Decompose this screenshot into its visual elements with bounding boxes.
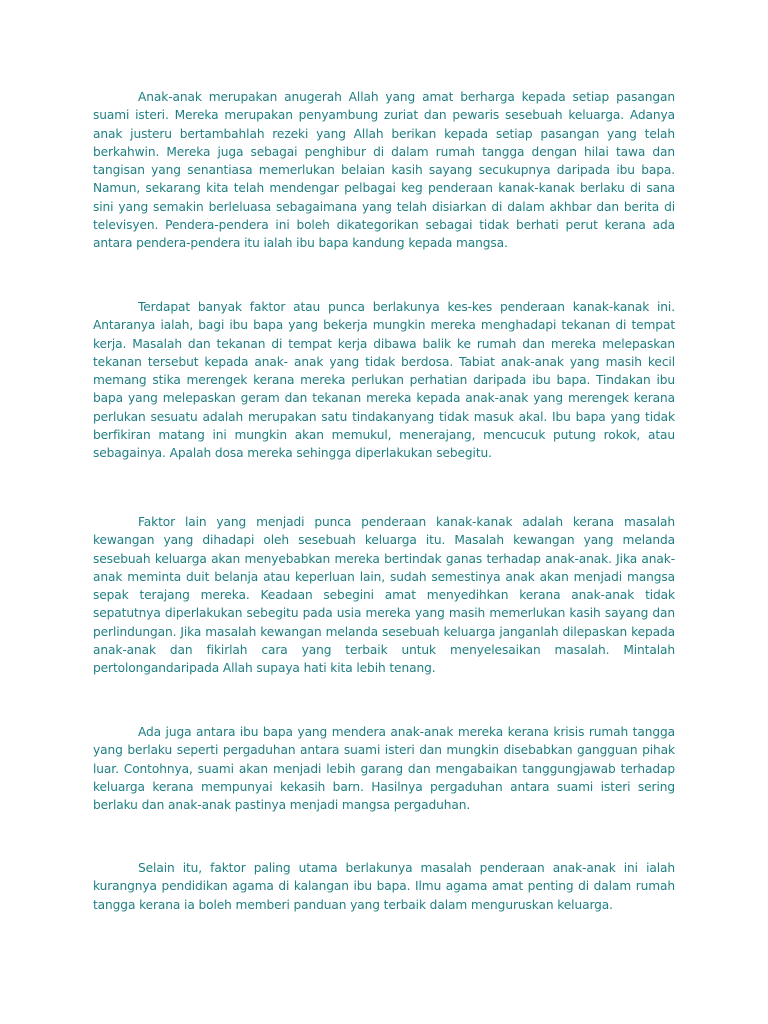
paragraph-1: Anak-anak merupakan anugerah Allah yang amat berharga kepada setiap pasangan suami isteri. Mereka merupakan penyambung zuriat dan pewaris sesebuah keluarga. Adanya anak justeru bertambahlah rezeki yang Allah berikan kepada setiap pasangan yang telah berkahwin. Mereka juga sebagai penghibur di dalam rumah tangga dengan hilai tawa dan tangisan yang senantiasa memerlukan belaian kasih sayang secukupnya daripada ibu bapa. Namun, sekarang kita telah mendengar pelbagai keg penderaan kanak-kanak berlaku di sana sini yang semakin berleluasa sebagaimana yang telah disiarkan di dalam akhbar dan berita di televisyen. Pendera-pendera ini boleh dikategorikan sebagai tidak berhati perut kerana ada antara pendera-pendera itu ialah ibu bapa kandung kepada mangsa. (93, 90, 675, 251)
paragraph-4: Ada juga antara ibu bapa yang mendera anak-anak mereka kerana krisis rumah tangga yang berlaku seperti pergaduhan antara suami isteri dan mungkin disebabkan gangguan pihak luar. Contohnya, suami akan menjadi lebih garang dan mengabaikan tanggungjawab terhadap keluarga kerana mempunyai kekasih barn. Hasilnya pergaduhan antara suami isteri sering berlaku dan anak-anak pastinya menjadi mangsa pergaduhan. (93, 725, 675, 813)
paragraph-2: Terdapat banyak faktor atau punca berlakunya kes-kes penderaan kanak-kanak ini. Antaranya ialah, bagi ibu bapa yang bekerja mungkin mereka menghadapi tekanan di tempat kerja. Masalah dan tekanan di tempat kerja dibawa balik ke rumah dan mereka melepaskan tekanan tersebut kepada anak- anak yang tidak berdosa. Tabiat anak-anak yang masih kecil memang stika merengek kerana mereka perlukan perhatian daripada ibu bapa. Tindakan ibu bapa yang melepaskan geram dan tekanan mereka kepada anak-anak yang merengek kerana perlukan sesuatu adalah merupakan satu tindakanyang tidak masuk akal. Ibu bapa yang tidak berfikiran matang ini mungkin akan memukul, menerajang, mencucuk putung rokok, atau sebagainya. Apalah dosa mereka sehingga diperlakukan sebegitu. (93, 300, 675, 461)
paragraph-5: Selain itu, faktor paling utama berlakunya masalah penderaan anak-anak ini ialah kurangnya pendidikan agama di kalangan ibu bapa. Ilmu agama amat penting di dalam rumah tangga kerana ia boleh memberi panduan yang terbaik dalam menguruskan keluarga. (93, 861, 675, 912)
paragraph-3: Faktor lain yang menjadi punca penderaan kanak-kanak adalah kerana masalah kewangan yang dihadapi oleh sesebuah keluarga itu. Masalah kewangan yang melanda sesebuah keluarga akan menyebabkan mereka bertindak ganas terhadap anak-anak. Jika anak-anak meminta duit belanja atau keperluan lain, sudah semestinya anak akan menjadi mangsa sepak terajang mereka. Keadaan sebegini amat menyedihkan kerana anak-anak tidak sepatutnya diperlakukan sebegitu pada usia mereka yang masih memerlukan kasih sayang dan perlindungan. Jika masalah kewangan melanda sesebuah keluarga janganlah dilepaskan kepada anak-anak dan fikirlah cara yang terbaik untuk menyelesaikan masalah. Mintalah pertolongandaripada Allah supaya hati kita lebih tenang. (93, 515, 675, 676)
